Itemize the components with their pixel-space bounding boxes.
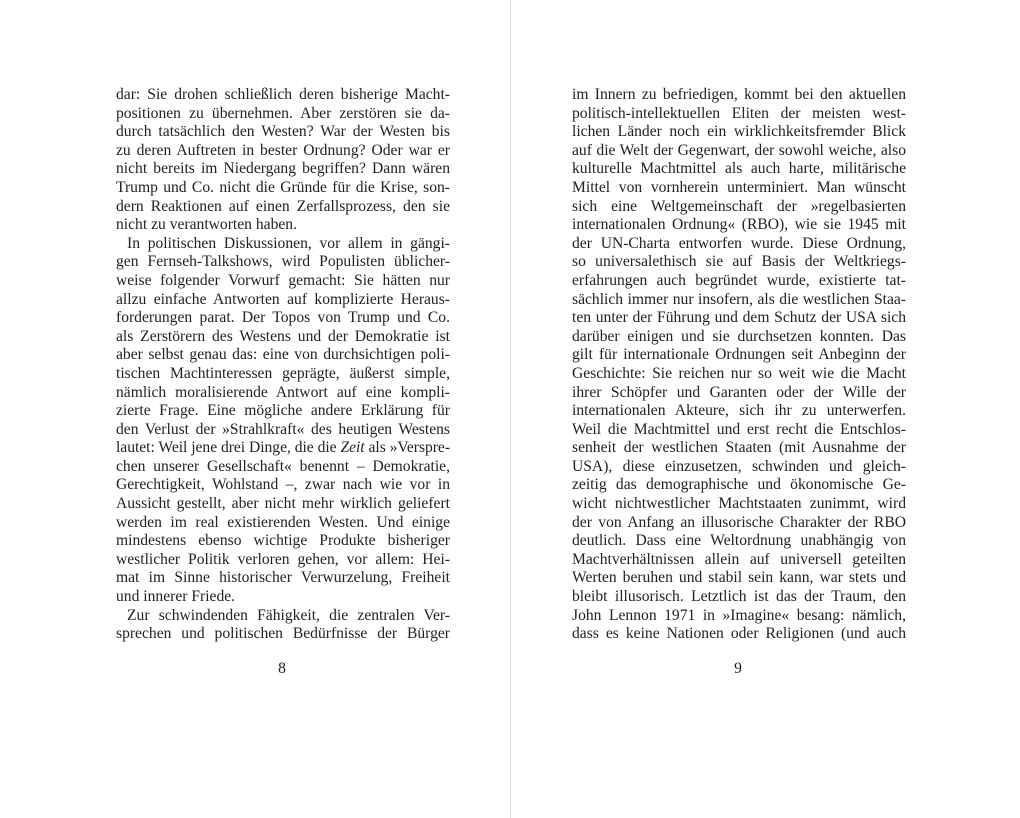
line-text: als »Verspre- [364, 439, 451, 457]
line-text: den Verlust der »Strahlkraft« des heutigen Westens [116, 420, 450, 438]
text-line [572, 532, 906, 551]
line-text: chen unserer Gesellschaft« benennt – Demokratie, [116, 457, 450, 475]
line-text: sprechen und politischen Bedürfnisse der Bürger [116, 625, 450, 643]
text-line [572, 142, 906, 161]
text-line [116, 272, 450, 291]
text-line [116, 625, 450, 644]
line-text: kulturelle Machtmittel als auch harte, militärische [572, 160, 906, 178]
line-text: im Innern zu befriedigen, kommt bei den aktuellen [572, 86, 906, 103]
text-line [116, 439, 450, 458]
line-text: gilt für internationale Ordnungen seit Anbeginn der [572, 346, 906, 364]
text-line [116, 86, 450, 105]
text-line [572, 179, 906, 198]
line-text: Trump und Co. nicht die Gründe für die Krise, son- [116, 178, 450, 196]
text-line [116, 569, 450, 588]
text-line [116, 216, 450, 235]
line-text: Machtverhältnissen allein auf universell geteilten [572, 550, 906, 568]
line-text: ten unter der Führung und dem Schutz der USA sich [572, 309, 906, 327]
text-line [572, 160, 906, 179]
line-text: und innerer Friede. [116, 588, 236, 606]
line-text: senheit der westlichen Staaten (mit Ausnahme der [572, 439, 906, 457]
text-line [572, 346, 906, 365]
text-line [116, 198, 450, 217]
line-text: John Lennon 1971 in »Imagine« besang: nämlich, [572, 606, 906, 624]
line-text: der von Anfang an illusorische Charakter der RBO [572, 513, 906, 531]
line-text: In politischen Diskussionen, vor allem in gängi- [127, 234, 450, 252]
text-line [572, 328, 906, 347]
line-text: mindestens ebenso wichtige Produkte bisheriger [116, 532, 450, 550]
text-line [572, 625, 906, 644]
text-line [572, 272, 906, 291]
line-text: auf die Welt der Gegenwart, der sowohl weiche, also [572, 141, 906, 159]
text-line [116, 384, 450, 403]
text-line [116, 514, 450, 533]
line-text: Zur schwindenden Fähigkeit, die zentralen Ver- [127, 606, 450, 624]
text-line [572, 402, 906, 421]
text-line [572, 384, 906, 403]
text-line [572, 86, 906, 105]
line-text: der UN-Charta entworfen wurde. Diese Ordnung, [572, 234, 906, 252]
line-text: durch tatsächlich den Westen? War der Westen bis [116, 123, 450, 141]
line-text: dern Reaktionen auf einen Zerfallsprozess, den sie [116, 197, 450, 215]
text-line [572, 476, 906, 495]
line-text: Mittel von vornherein unterminiert. Man wünscht [572, 178, 906, 196]
text-line [572, 551, 906, 570]
line-text: lautet: Weil jene drei Dinge, die die [116, 439, 341, 457]
line-text: politisch-intellektuellen Eliten der meisten west- [572, 104, 906, 122]
line-text: sich eine Weltgemeinschaft der »regelbasierten [572, 197, 906, 215]
line-text: als Zerstörern des Westens und der Demokratie ist [116, 327, 450, 345]
line-text: nämlich moralisierende Antwort auf eine kompli- [116, 383, 450, 401]
page-number: 9 [734, 660, 742, 677]
line-text: gen Fernseh-Talkshows, wird Populisten üblicher- [116, 253, 450, 271]
line-text: Aussicht gestellt, aber nicht mehr wirklich geliefert [116, 495, 450, 513]
line-text: nicht bereits im Niedergang begriffen? Dann wären [116, 160, 450, 178]
text-line [116, 328, 450, 347]
text-line [572, 514, 906, 533]
line-text: westlicher Politik verloren gehen, vor allem: Hei- [116, 550, 450, 568]
line-text: Gerechtigkeit, Wohlstand –, zwar nach wie vor in [116, 476, 450, 494]
line-text: wicht nichtwestlicher Machtstaaten zunimmt, wird [572, 495, 906, 513]
text-line [572, 309, 906, 328]
line-text: allzu einfache Antworten auf komplizierte Heraus- [116, 290, 450, 308]
text-line [116, 253, 450, 272]
text-line [116, 365, 450, 384]
line-text: nicht zu verantworten haben. [116, 216, 297, 234]
text-line [572, 216, 906, 235]
line-text: tischen Machtinteressen geprägte, äußerst simple, [116, 364, 450, 382]
line-text: so universalethisch sie auf Basis der Weltkriegs- [572, 253, 906, 271]
line-text: deutlich. Dass eine Weltordnung unabhängig von [572, 532, 906, 550]
text-line [572, 235, 906, 254]
line-text: mat im Sinne historischer Verwurzelung, Freiheit [116, 569, 450, 587]
line-text: ihrer Schöpfer und Garanten oder der Wille der [572, 383, 906, 401]
line-text: positionen zu übernehmen. Aber zerstören sie da- [116, 104, 450, 122]
line-text: forderungen parat. Der Topos von Trump und Co. [116, 309, 450, 327]
text-line [116, 495, 450, 514]
line-text: USA), diese einzusetzen, schwinden und gleich- [572, 457, 906, 475]
text-line [116, 346, 450, 365]
page-number: 8 [278, 660, 286, 677]
line-text: Werten beruhen und stabil sein kann, war stets und [572, 569, 906, 587]
text-line [572, 365, 906, 384]
text-line [116, 458, 450, 477]
text-line [116, 309, 450, 328]
text-line [572, 253, 906, 272]
right-page-text [572, 86, 906, 644]
text-line [572, 588, 906, 607]
italic-title: Zeit [340, 439, 365, 457]
text-line [572, 569, 906, 588]
line-text: lichen Länder noch ein wirklichkeitsfremder Blick [572, 123, 906, 141]
text-line [116, 123, 450, 142]
line-text: aber selbst genau das: eine von durchsichtigen poli- [116, 346, 450, 364]
line-text: dass es keine Nationen oder Religionen (und auch [572, 625, 906, 643]
text-line [572, 291, 906, 310]
line-text: zierte Frage. Eine mögliche andere Erklärung für [116, 402, 450, 420]
line-text: weise folgender Vorwurf gemacht: Sie hätten nur [116, 271, 450, 289]
line-text: Weil die Machtmittel und erst recht die Entschlos- [572, 420, 906, 438]
line-text: erfahrungen auch begründet wurde, existierte tat- [572, 271, 906, 289]
text-line [116, 105, 450, 124]
right-page [511, 0, 1020, 818]
text-line [116, 291, 450, 310]
text-line [572, 123, 906, 142]
line-text: werden im real existierenden Westen. Und einige [116, 513, 450, 531]
line-text: dar: Sie drohen schließlich deren bisherige Macht- [116, 86, 450, 103]
text-line [116, 551, 450, 570]
text-line [572, 607, 906, 626]
text-line [116, 588, 450, 607]
text-line [116, 421, 450, 440]
text-line [572, 105, 906, 124]
text-line [572, 458, 906, 477]
text-line [116, 179, 450, 198]
line-text: sächlich immer nur insofern, als die westlichen Staa- [572, 290, 906, 308]
text-line [572, 439, 906, 458]
text-line [116, 532, 450, 551]
line-text: darüber einigen und sie durchsetzen konnten. Das [572, 327, 906, 345]
text-line [116, 142, 450, 161]
line-text: bleibt illusorisch. Letztlich ist das der Traum, den [572, 588, 906, 606]
text-line [116, 160, 450, 179]
text-line [572, 421, 906, 440]
text-line [116, 476, 450, 495]
text-line [116, 235, 450, 254]
line-text: zeitig das demographische und ökonomische Ge- [572, 476, 906, 494]
line-text: internationalen Akteure, sich ihr zu unterwerfen. [572, 402, 906, 420]
line-text: Geschichte: Sie reichen nur so weit wie die Macht [572, 364, 906, 382]
text-line [572, 198, 906, 217]
text-line [116, 402, 450, 421]
line-text: internationalen Ordnung« (RBO), wie sie 1945 mit [572, 216, 906, 234]
line-text: zu deren Auftreten in bester Ordnung? Oder war er [116, 141, 450, 159]
text-line [116, 607, 450, 626]
left-page-text [116, 86, 450, 644]
text-line [572, 495, 906, 514]
